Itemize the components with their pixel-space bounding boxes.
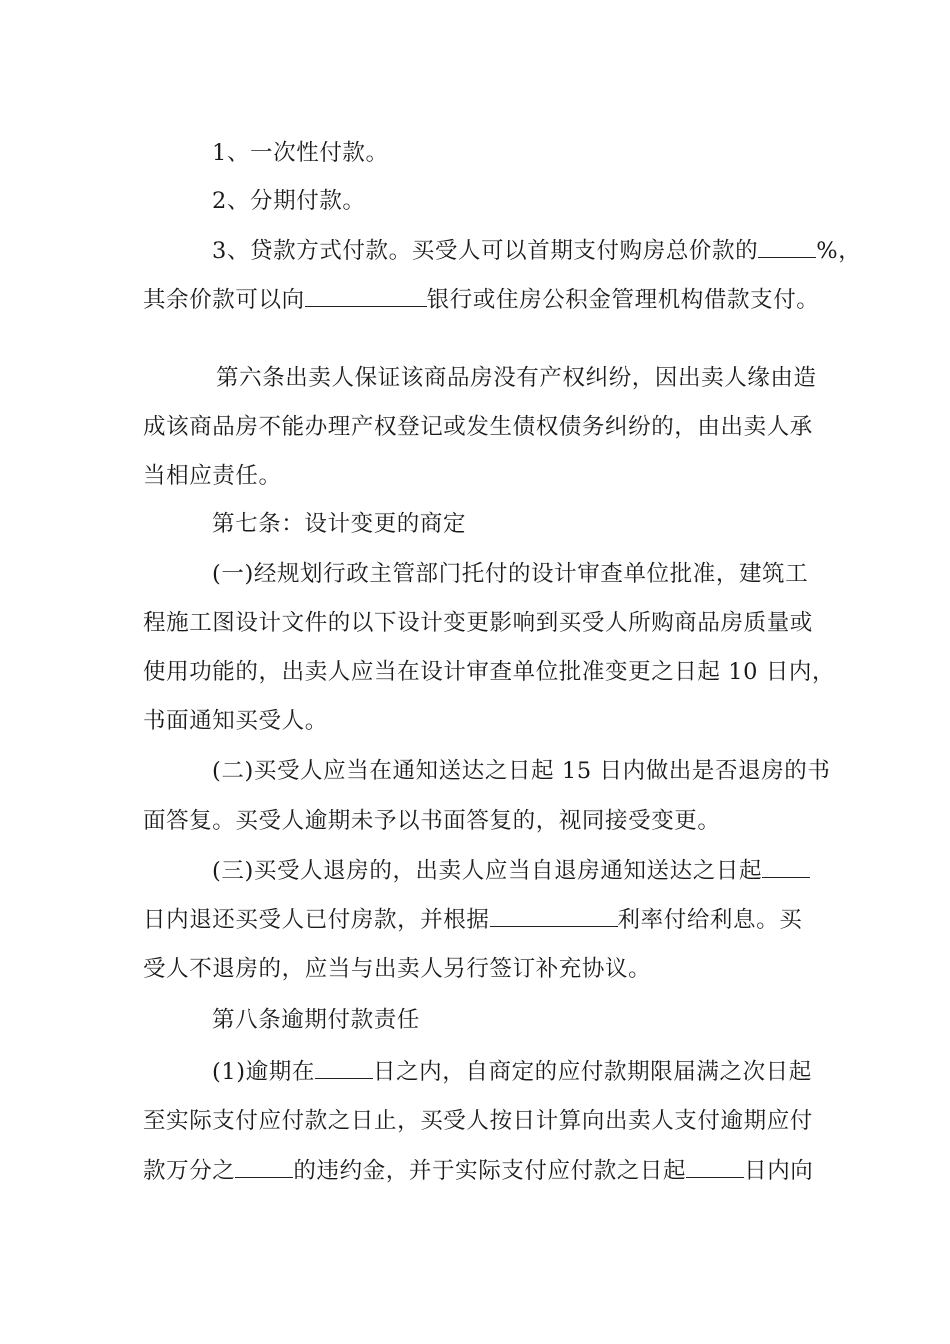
down-payment-percent-blank (758, 236, 816, 258)
article-7-p3-text-2a: 日内退还买受人已付房款，并根据 (143, 907, 490, 933)
article-7-p2-line-2 (0, 806, 950, 836)
article-8-p1-text-3a: 款万分之 (143, 1158, 236, 1184)
payment-option-3-text: 3、贷款方式付款。买受人可以首期支付购房总价款的 (212, 238, 759, 264)
article-7-p3-text-2b: 利率付给利息。买 (617, 907, 803, 933)
article-6-text-1: 第六条出卖人保证该商品房没有产权纠纷，因出卖人缘由造 (216, 365, 817, 391)
article-7-title-text: 第七条：设计变更的商定 (212, 511, 467, 537)
article-7-title (0, 509, 950, 539)
overdue-days-blank (315, 1057, 373, 1079)
article-7-p1-text-4: 书面通知买受人。 (143, 708, 328, 734)
article-6-line-2 (0, 412, 950, 442)
article-7-p1-line-3 (0, 657, 950, 687)
article-7-p1-line-1 (0, 559, 950, 589)
article-7-p3-text-3: 受人不退房的，应当与出卖人另行签订补充协议。 (143, 956, 652, 982)
article-7-p1-text-3: 使用功能的，出卖人应当在设计审查单位批准变更之日起 10 日内， (143, 659, 836, 685)
article-6-line-1 (0, 363, 950, 393)
article-8-p1-text-3c: 日内向 (744, 1158, 814, 1184)
penalty-payment-days-blank (686, 1156, 744, 1178)
payment-option-3-line-2 (0, 285, 950, 315)
article-8-p1-text-1a: (1)逾期在 (212, 1059, 315, 1085)
payment-option-2-text: 2、分期付款。 (212, 188, 366, 214)
article-7-p3-line-1 (0, 856, 950, 886)
article-8-title (0, 1005, 950, 1035)
article-7-p1-text-2: 程施工图设计文件的以下设计变更影响到买受人所购商品房质量或 (143, 610, 813, 636)
article-8-p1-line-3 (0, 1156, 950, 1186)
article-7-p1-text-1: (一)经规划行政主管部门托付的设计审查单位批准，建筑工 (212, 561, 809, 587)
payment-option-1 (0, 138, 950, 168)
interest-rate-blank (490, 905, 618, 927)
article-7-p3-line-2 (0, 905, 950, 935)
article-6-line-3 (0, 461, 950, 491)
article-8-title-text: 第八条逾期付款责任 (212, 1007, 420, 1033)
article-8-p1-line-2 (0, 1106, 950, 1136)
payment-option-3-line-1 (0, 236, 950, 266)
article-8-p1-text-2: 至实际支付应付款之日止，买受人按日计算向出卖人支付逾期应付 (143, 1108, 813, 1134)
article-8-p1-text-3b: 的违约金，并于实际支付应付款之日起 (293, 1158, 687, 1184)
payment-option-3-tail-text: 银行或住房公积金管理机构借款支付。 (426, 287, 820, 313)
penalty-rate-blank (235, 1156, 293, 1178)
article-7-p3-text-1: (三)买受人退房的，出卖人应当自退房通知送达之日起 (212, 858, 763, 884)
article-6-text-2: 成该商品房不能办理产权登记或发生债权债务纠纷的，由出卖人承 (143, 414, 813, 440)
article-7-p1-line-2 (0, 608, 950, 638)
article-7-p2-text-2: 面答复。买受人逾期未予以书面答复的，视同接受变更。 (143, 808, 721, 834)
bank-name-blank (305, 285, 427, 307)
article-7-p3-line-3 (0, 954, 950, 984)
payment-option-1-text: 1、一次性付款。 (212, 140, 389, 166)
article-8-p1-text-1b: 日之内，自商定的应付款期限届满之次日起 (372, 1059, 812, 1085)
refund-days-blank (762, 856, 810, 878)
percent-sign-text: %， (816, 238, 862, 264)
article-7-p2-text-1: (二)买受人应当在通知送达之日起 15 日内做出是否退房的书 (212, 758, 831, 784)
article-7-p1-line-4 (0, 706, 950, 736)
payment-option-3-cont-text: 其余价款可以向 (143, 287, 305, 313)
article-8-p1-line-1 (0, 1057, 950, 1087)
article-7-p2-line-1 (0, 756, 950, 786)
article-6-text-3: 当相应责任。 (143, 463, 282, 489)
payment-option-2 (0, 186, 950, 216)
